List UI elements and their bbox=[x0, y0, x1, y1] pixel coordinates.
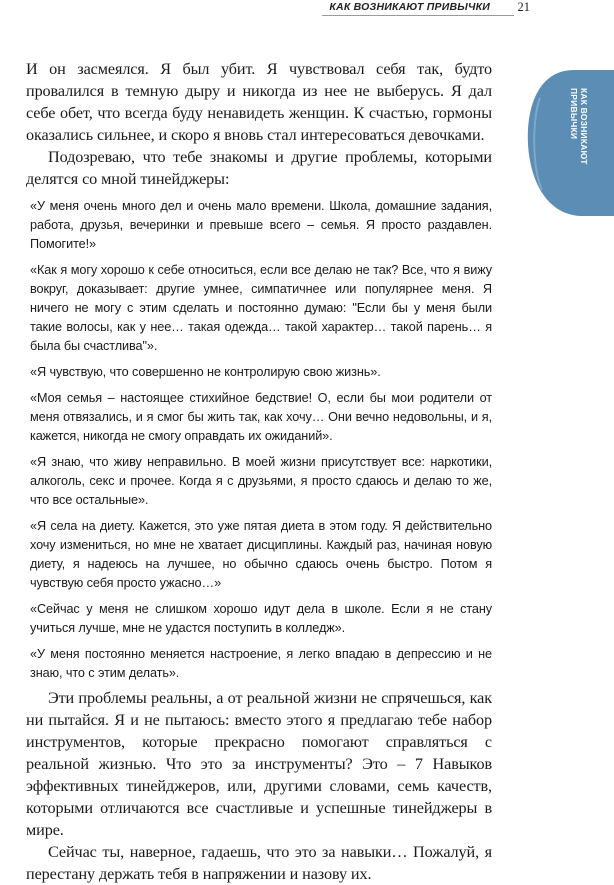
paragraph-intro: И он засмеялся. Я был убит. Я чувствовал себя так, будто провалился в темную дыру и никогда из нее не выберусь. Я дал себе обет, что всегда буду ненавидеть женщин. К счастью, гормоны оказались сильнее, и скоро я вновь стал интересоваться девочками. bbox=[26, 60, 492, 144]
running-title: КАК ВОЗНИКАЮТ ПРИВЫЧКИ bbox=[329, 1, 490, 13]
page-body bbox=[26, 58, 492, 885]
paragraph-tools: Эти проблемы реальны, а от реальной жизни не спрячешься, как ни пытайся. Я и не пытаюсь: вместо этого я предлагаю тебе набор инструментов, которые прекрасно помогают справляться с реальной жизнью. Что это за инструменты? Это – 7 Навыков эффективных тинейджеров, или, другими словами, семь качеств, которыми отличаются все счастливые и успешные тинейджеры в мире. bbox=[26, 689, 492, 839]
side-tab-label: КАК ВОЗНИКАЮТ ПРИВЫЧКИ bbox=[569, 88, 589, 165]
page-number: 21 bbox=[517, 0, 530, 14]
quote-item: «Как я могу хорошо к себе относиться, если все делаю не так? Все, что я вижу вокруг, доказывает: другие умнее, симпатичнее или популярнее меня. Я ничего не могу с этим сделать и постоянно думаю: "Если бы у меня были такие волосы, как у нее… такая одежда… такой характер… такой парень… я была бы счастлива"». bbox=[30, 263, 492, 353]
page-header bbox=[0, 0, 614, 18]
quote-item: «Моя семья – настоящее стихийное бедствие! О, если бы мои родители от меня отвязались, и я смог бы жить так, как хочу… Они вечно недовольны, и я, кажется, никогда не смогу оправдать их ожиданий». bbox=[30, 391, 492, 443]
header-rule bbox=[322, 15, 514, 16]
quote-item: «Сейчас у меня не слишком хорошо идут дела в школе. Если я не стану учиться лучше, мне не удастся поступить в колледж». bbox=[30, 602, 492, 635]
paragraph-closing: Сейчас ты, наверное, гадаешь, что это за навыки… Пожалуй, я перестану держать тебя в напряжении и назову их. bbox=[26, 843, 492, 883]
quote-item: «У меня очень много дел и очень мало времени. Школа, домашние задания, работа, друзья, вечеринки и превыше всего – семья. Я просто раздавлен. Помогите!» bbox=[30, 199, 492, 251]
paragraph-lead-in: Подозреваю, что тебе знакомы и другие проблемы, которыми делятся со мной тинейджеры: bbox=[26, 148, 492, 188]
quote-item: «Я села на диету. Кажется, это уже пятая диета в этом году. Я действительно хочу измениться, но мне не хватает дисциплины. Каждый раз, начиная новую диету, я надеюсь на лучшее, но обычно сдаюсь очень быстро. Потом я чувствую себя просто ужасно…» bbox=[30, 519, 492, 590]
quote-item: «Я знаю, что живу неправильно. В моей жизни присутствует все: наркотики, алкоголь, секс и прочее. Когда я с друзьями, я просто сдаюсь и делаю то же, что все остальные». bbox=[30, 455, 492, 507]
quote-item: «Я чувствую, что совершенно не контролирую свою жизнь». bbox=[30, 365, 381, 379]
quote-item: «У меня постоянно меняется настроение, я легко впадаю в депрессию и не знаю, что с этим делать». bbox=[30, 647, 492, 680]
